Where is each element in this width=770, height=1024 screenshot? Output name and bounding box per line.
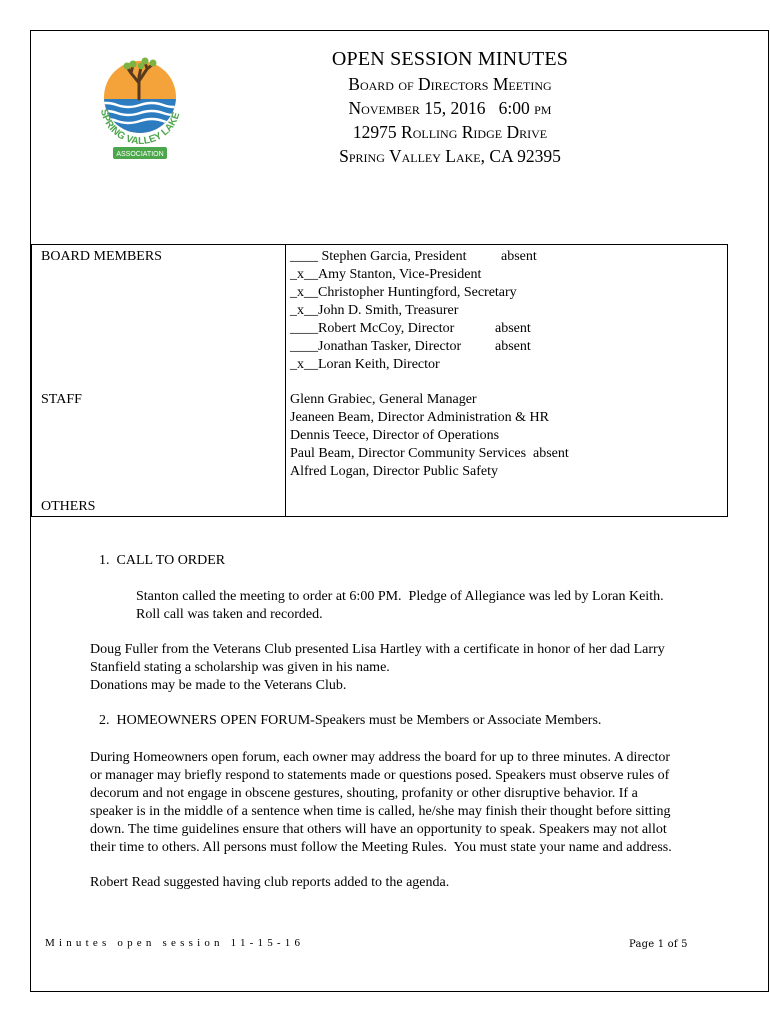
meeting-city: Spring Valley Lake, CA 92395 [339, 146, 561, 166]
text-line: Stanfield stating a scholarship was given in his name. [90, 660, 390, 675]
text-line: Doug Fuller from the Veterans Club presented Lisa Hartley with a certificate in honor of her dad Larry [90, 642, 665, 657]
title-block [265, 46, 635, 168]
list-item: _x__Amy Stanton, Vice-President [290, 267, 482, 282]
text-line: Roll call was taken and recorded. [136, 607, 323, 622]
others-label: OTHERS [41, 499, 96, 514]
document-title: OPEN SESSION MINUTES [331, 48, 569, 70]
board-members-label: BOARD MEMBERS [41, 249, 162, 264]
text-line: Donations may be made to the Veterans Club. [90, 678, 347, 693]
meeting-address: 12975 Rolling Ridge Drive [352, 122, 548, 142]
svg-text:ASSOCIATION: ASSOCIATION [116, 151, 164, 158]
paragraph: Robert Read suggested having club reports added to the agenda. [90, 875, 450, 890]
meeting-name: Board of Directors Meeting [348, 74, 552, 94]
list-item: _x__Christopher Huntingford, Secretary [290, 285, 517, 300]
text-line: During Homeowners open forum, each owner may address the board for up to three minutes. A director [90, 750, 671, 765]
section-heading: 2. HOMEOWNERS OPEN FORUM-Speakers must be Members or Associate Members. [99, 713, 602, 728]
svg-text:SPRING VALLEY LAKE: SPRING VALLEY LAKE [97, 108, 183, 148]
text-line: their time to others. All persons must follow the Meeting Rules. You must state your name and address. [90, 840, 672, 855]
list-item: Jeaneen Beam, Director Administration & HR [290, 410, 549, 425]
text-line: speaker is in the middle of a sentence when time is called, he/she may finish their thought before sitting [90, 804, 671, 819]
list-item: _x__Loran Keith, Director [290, 357, 440, 372]
spring-valley-lake-logo-icon [95, 55, 185, 165]
staff-list [290, 391, 720, 481]
board-members-list [290, 248, 720, 374]
footer-document-name: Minutes open session 11-15-16 [45, 937, 305, 949]
section-heading: 1. CALL TO ORDER [99, 553, 226, 568]
list-item: ____Robert McCoy, Director absent [290, 321, 531, 336]
text-line: or manager may briefly respond to statements made or questions posed. Speakers must observe rules of [90, 768, 670, 783]
list-item: Paul Beam, Director Community Services absent [290, 446, 569, 461]
text-line: decorum and not engage in obscene gestures, shouting, profanity or other disruptive behavior. If a [90, 786, 638, 801]
list-item: Alfred Logan, Director Public Safety [290, 464, 498, 479]
paragraph [136, 588, 664, 624]
paragraph [90, 749, 672, 857]
paragraph [90, 641, 665, 695]
attendance-table [31, 244, 728, 517]
table-divider [285, 245, 286, 516]
list-item: ____ Stephen Garcia, President absent [290, 249, 537, 264]
list-item: Dennis Teece, Director of Operations [290, 428, 500, 443]
list-item: _x__John D. Smith, Treasurer [290, 303, 459, 318]
list-item: ____Jonathan Tasker, Director absent [290, 339, 531, 354]
meeting-date: November 15, 2016 6:00 pm [348, 98, 552, 118]
staff-label: STAFF [41, 392, 82, 407]
association-logo [95, 55, 185, 165]
footer-page-number: Page 1 of 5 [629, 939, 688, 950]
text-line: down. The time guidelines ensure that others will have an opportunity to speak. Speakers may not allot [90, 822, 667, 837]
list-item: Glenn Grabiec, General Manager [290, 392, 477, 407]
text-line: Stanton called the meeting to order at 6:00 PM. Pledge of Allegiance was led by Loran Keith. [136, 589, 664, 604]
